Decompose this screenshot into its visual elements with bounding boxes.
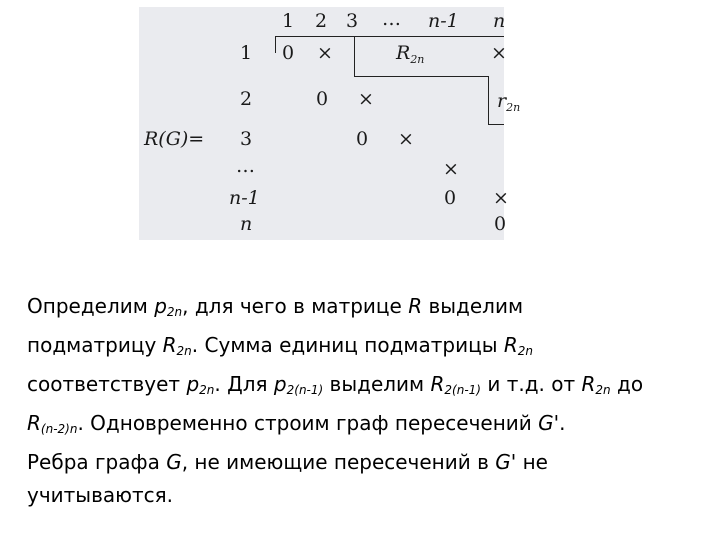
paragraph-line-2: подматрицу $R_{2n}$. Сумма единиц подматрицы $R_{2n}$ [27, 333, 534, 358]
cross-5: × [491, 42, 507, 64]
cross-1: × [317, 42, 333, 64]
block-line-h-mid [354, 76, 489, 77]
paragraph-line-1: Определим $p_{2n}$, для чего в матрице R выделим [27, 294, 524, 319]
col-header-n: n [493, 10, 506, 32]
matrix-figure [139, 7, 521, 240]
row-header-ellipsis: … [236, 155, 255, 177]
col-header-1: 1 [282, 10, 295, 32]
row-header-1: 1 [240, 42, 253, 64]
col-header-2: 2 [315, 10, 328, 32]
explanation-paragraph [27, 290, 707, 512]
block-label-R2n: $R_{2n}$ [396, 42, 425, 66]
paragraph-line-5: Ребра графа G, не имеющие пересечений в G' не [27, 450, 548, 474]
cross-2: × [358, 88, 374, 110]
diag-zero-1: 0 [282, 42, 295, 64]
col-header-n-1: n-1 [428, 10, 459, 32]
row-header-2: 2 [240, 88, 253, 110]
block-line-h-top [275, 36, 504, 37]
matrix-label: R(G)= [144, 128, 205, 150]
paragraph-line-6: учитываются. [27, 483, 174, 507]
diag-zero-n: 0 [494, 213, 507, 235]
block-line-v1 [275, 36, 276, 53]
cross-3: × [398, 128, 414, 150]
diag-zero-3: 0 [356, 128, 369, 150]
col-header-3: 3 [346, 10, 359, 32]
cross-4: × [443, 158, 459, 180]
block-line-h-low [488, 124, 504, 125]
diag-zero-2: 0 [316, 88, 329, 110]
row-header-n-1: n-1 [229, 187, 260, 209]
block-label-r2n: $r_{2n}$ [497, 90, 521, 114]
row-header-3: 3 [240, 128, 253, 150]
block-line-v3 [488, 76, 489, 124]
diag-zero-n-1: 0 [444, 187, 457, 209]
col-header-ellipsis: … [382, 8, 401, 30]
block-line-v2 [354, 36, 355, 76]
paragraph-line-4: $R_{(n-2)n}$. Одновременно строим граф пересечений G'. [27, 411, 566, 436]
row-header-n: n [240, 213, 253, 235]
cross-6: × [493, 187, 509, 209]
paragraph-line-3: соответствует $p_{2n}$. Для $p_{2(n-1)}$ выделим $R_{2(n-1)}$ и т.д. от $R_{2n}$ до [27, 372, 644, 397]
